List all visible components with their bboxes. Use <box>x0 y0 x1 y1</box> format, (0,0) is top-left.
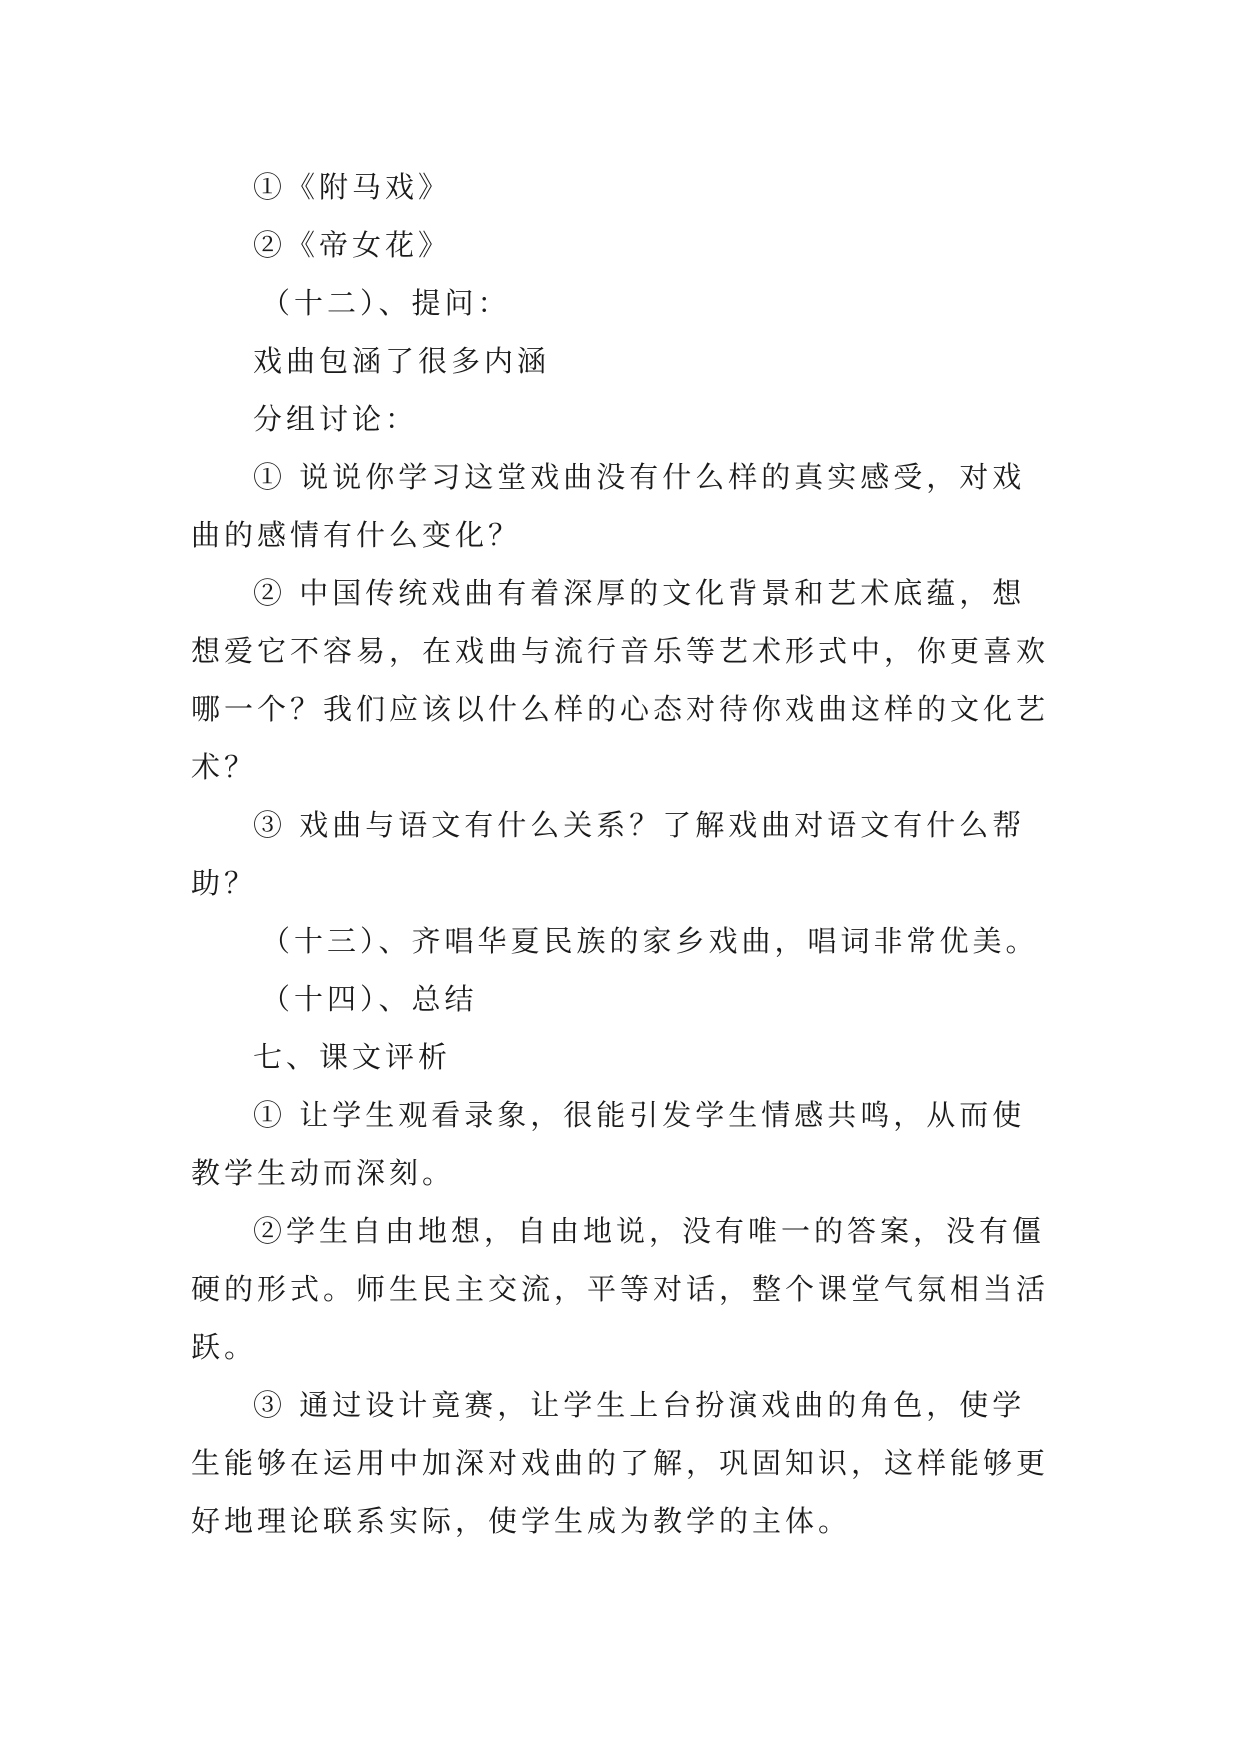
discussion-question-3: ③ 戏曲与语文有什么关系？了解戏曲对语文有什么帮助？ <box>191 808 1026 900</box>
discussion-question-2: ② 中国传统戏曲有着深厚的文化背景和艺术底蕴，想想爱它不容易，在戏曲与流行音乐等艺术形式中，你更喜欢哪一个？我们应该以什么样的心态对待你戏曲这样的文化艺术？ <box>191 576 1050 784</box>
evaluation-point-3: ③ 通过设计竟赛，让学生上台扮演戏曲的角色，使学生能够在运用中加深对戏曲的了解，巩固知识，这样能够更好地理论联系实际，使学生成为教学的主体。 <box>191 1388 1050 1538</box>
evaluation-point-1: ① 让学生观看录象，很能引发学生情感共鸣，从而使教学生动而深刻。 <box>191 1098 1026 1190</box>
paragraph-opera-title-2: ②《帝女花》 <box>253 228 452 262</box>
document-body <box>191 158 1051 1550</box>
section-heading-14: （十四）、总结 <box>261 982 478 1016</box>
section-heading-12: （十二）、提问： <box>261 286 511 320</box>
paragraph-opera-connotation: 戏曲包涵了很多内涵 <box>253 344 551 378</box>
section-heading-7: 七、课文评析 <box>253 1040 452 1074</box>
evaluation-point-2: ②学生自由地想，自由地说，没有唯一的答案，没有僵硬的形式。师生民主交流，平等对话，整个课堂气氛相当活跃。 <box>191 1214 1050 1364</box>
paragraph-opera-title-1: ①《附马戏》 <box>253 170 452 204</box>
paragraph-group-discussion: 分组讨论： <box>253 402 419 436</box>
section-heading-13: （十三）、齐唱华夏民族的家乡戏曲，唱词非常优美。 <box>261 924 1039 958</box>
discussion-question-1: ① 说说你学习这堂戏曲没有什么样的真实感受，对戏曲的感情有什么变化？ <box>191 460 1026 552</box>
